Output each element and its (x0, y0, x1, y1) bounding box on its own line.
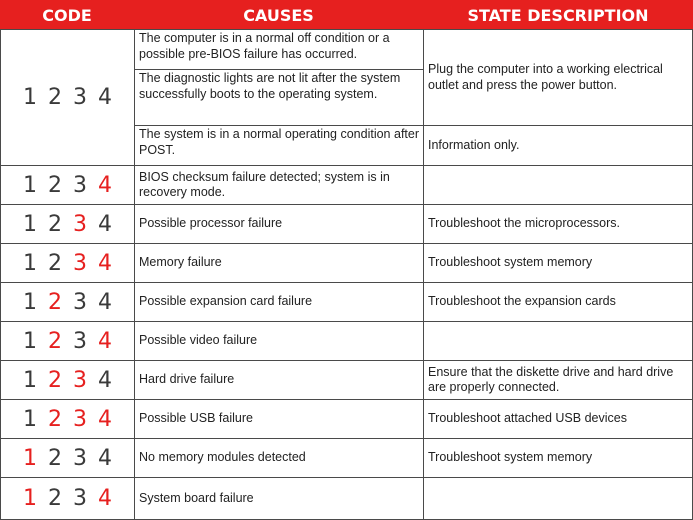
diagnostic-light-3: 3 (73, 367, 87, 393)
cause-text: Possible expansion card failure (139, 294, 313, 309)
diagnostic-light-4: 4 (98, 250, 112, 276)
cause-cell (134, 438, 424, 478)
diagnostic-light-4: 4 (98, 211, 112, 237)
code-cell (0, 360, 135, 400)
code-digits (18, 368, 118, 393)
diagnostic-light-1: 1 (23, 445, 37, 471)
code-digits (18, 407, 118, 432)
cause-text: Possible processor failure (139, 216, 283, 231)
diagnostic-light-4: 4 (98, 85, 112, 110)
state-text (424, 498, 432, 500)
state-text: Troubleshoot system memory (428, 450, 593, 465)
header-state-description-label: STATE DESCRIPTION (467, 5, 649, 25)
code-digits (18, 251, 118, 276)
state-text: Troubleshoot system memory (428, 255, 593, 270)
code-cell (0, 165, 135, 205)
diagnostic-light-2: 2 (48, 85, 62, 110)
diagnostic-light-2: 2 (48, 328, 62, 354)
diagnostic-light-1: 1 (23, 85, 37, 110)
cause-cell-group-1 (134, 29, 424, 70)
state-cell (423, 165, 693, 205)
diagnostic-light-4: 4 (98, 328, 112, 354)
state-text (424, 184, 432, 186)
state-cell (423, 477, 693, 520)
diagnostic-light-4: 4 (98, 486, 112, 511)
diagnostic-light-2: 2 (48, 211, 62, 237)
state-cell (423, 204, 693, 244)
diagnostic-light-2: 2 (48, 486, 62, 511)
state-text: Troubleshoot the microprocessors. (428, 216, 620, 231)
cause-cell (134, 321, 424, 361)
code-digits-group (18, 85, 118, 110)
diagnostic-light-3: 3 (73, 445, 87, 471)
code-cell-group (0, 29, 135, 166)
diagnostic-light-3: 3 (73, 85, 87, 110)
code-cell (0, 243, 135, 283)
cause-text: BIOS checksum failure detected; system is in recovery mode. (139, 169, 390, 199)
code-digits (18, 329, 118, 354)
diagnostic-light-1: 1 (23, 211, 37, 237)
cause-cell-group-3 (134, 125, 424, 166)
cause-cell (134, 399, 424, 439)
diagnostic-light-1: 1 (23, 250, 37, 276)
diagnostic-light-2: 2 (48, 367, 62, 393)
cause-text: The computer is in a normal off condition or a possible pre-BIOS failure has occurred. (139, 31, 390, 61)
state-text: Information only. (428, 137, 520, 152)
state-text (424, 340, 432, 342)
header-code (0, 0, 134, 30)
cause-text: The diagnostic lights are not lit after the system successfully boots to the operating system. (139, 71, 401, 101)
state-cell (423, 282, 693, 322)
diagnostic-light-4: 4 (98, 289, 112, 315)
state-text: Troubleshoot attached USB devices (428, 411, 627, 426)
state-cell-group-1 (423, 29, 693, 126)
cause-text: The system is in a normal operating condition after POST. (139, 127, 419, 157)
code-digits (18, 173, 118, 198)
code-digits (18, 486, 118, 511)
code-cell (0, 321, 135, 361)
diagnostic-light-3: 3 (73, 289, 87, 315)
state-text: Ensure that the diskette drive and hard drive are properly connected. (428, 364, 674, 394)
diagnostic-light-1: 1 (23, 367, 37, 393)
code-digits (18, 212, 118, 237)
code-cell (0, 204, 135, 244)
cause-cell-group-2 (134, 69, 424, 126)
cause-text: System board failure (139, 490, 254, 505)
state-cell (423, 438, 693, 478)
cause-text: No memory modules detected (139, 450, 306, 465)
diagnostic-light-4: 4 (98, 367, 112, 393)
diagnostic-light-2: 2 (48, 406, 62, 432)
code-digits (18, 446, 118, 471)
diagnostic-light-3: 3 (73, 328, 87, 354)
diagnostic-light-2: 2 (48, 172, 62, 198)
diagnostic-light-1: 1 (23, 406, 37, 432)
state-cell (423, 399, 693, 439)
diagnostic-light-1: 1 (23, 289, 37, 315)
diagnostic-light-3: 3 (73, 172, 87, 198)
cause-text: Possible video failure (139, 333, 258, 348)
code-cell (0, 282, 135, 322)
header-state-description (423, 0, 693, 30)
diagnostic-light-3: 3 (73, 406, 87, 432)
diagnostic-light-1: 1 (23, 172, 37, 198)
state-cell (423, 360, 693, 400)
diagnostic-light-4: 4 (98, 172, 112, 198)
diagnostic-light-3: 3 (73, 250, 87, 276)
state-cell-group-2 (423, 125, 693, 166)
cause-text: Hard drive failure (139, 372, 235, 387)
diagnostic-light-2: 2 (48, 445, 62, 471)
diagnostic-light-1: 1 (23, 328, 37, 354)
diagnostic-light-2: 2 (48, 289, 62, 315)
code-cell (0, 399, 135, 439)
header-causes-label: CAUSES (243, 5, 314, 25)
cause-cell (134, 282, 424, 322)
cause-cell (134, 204, 424, 244)
cause-cell (134, 165, 424, 205)
diagnostic-light-2: 2 (48, 250, 62, 276)
state-cell (423, 243, 693, 283)
state-text: Plug the computer into a working electrical outlet and press the power button. (428, 62, 663, 92)
code-cell (0, 477, 135, 520)
cause-cell (134, 360, 424, 400)
diagnostic-light-1: 1 (23, 486, 37, 511)
code-cell (0, 438, 135, 478)
state-text: Troubleshoot the expansion cards (428, 294, 616, 309)
header-causes (134, 0, 423, 30)
cause-text: Memory failure (139, 255, 222, 270)
diagnostic-light-4: 4 (98, 406, 112, 432)
header-code-label: CODE (42, 5, 92, 25)
diagnostic-light-3: 3 (73, 211, 87, 237)
cause-text: Possible USB failure (139, 411, 253, 426)
code-digits (18, 290, 118, 315)
cause-cell (134, 243, 424, 283)
state-cell (423, 321, 693, 361)
cause-cell (134, 477, 424, 520)
diagnostic-light-4: 4 (98, 445, 112, 471)
diagnostic-light-3: 3 (73, 486, 87, 511)
